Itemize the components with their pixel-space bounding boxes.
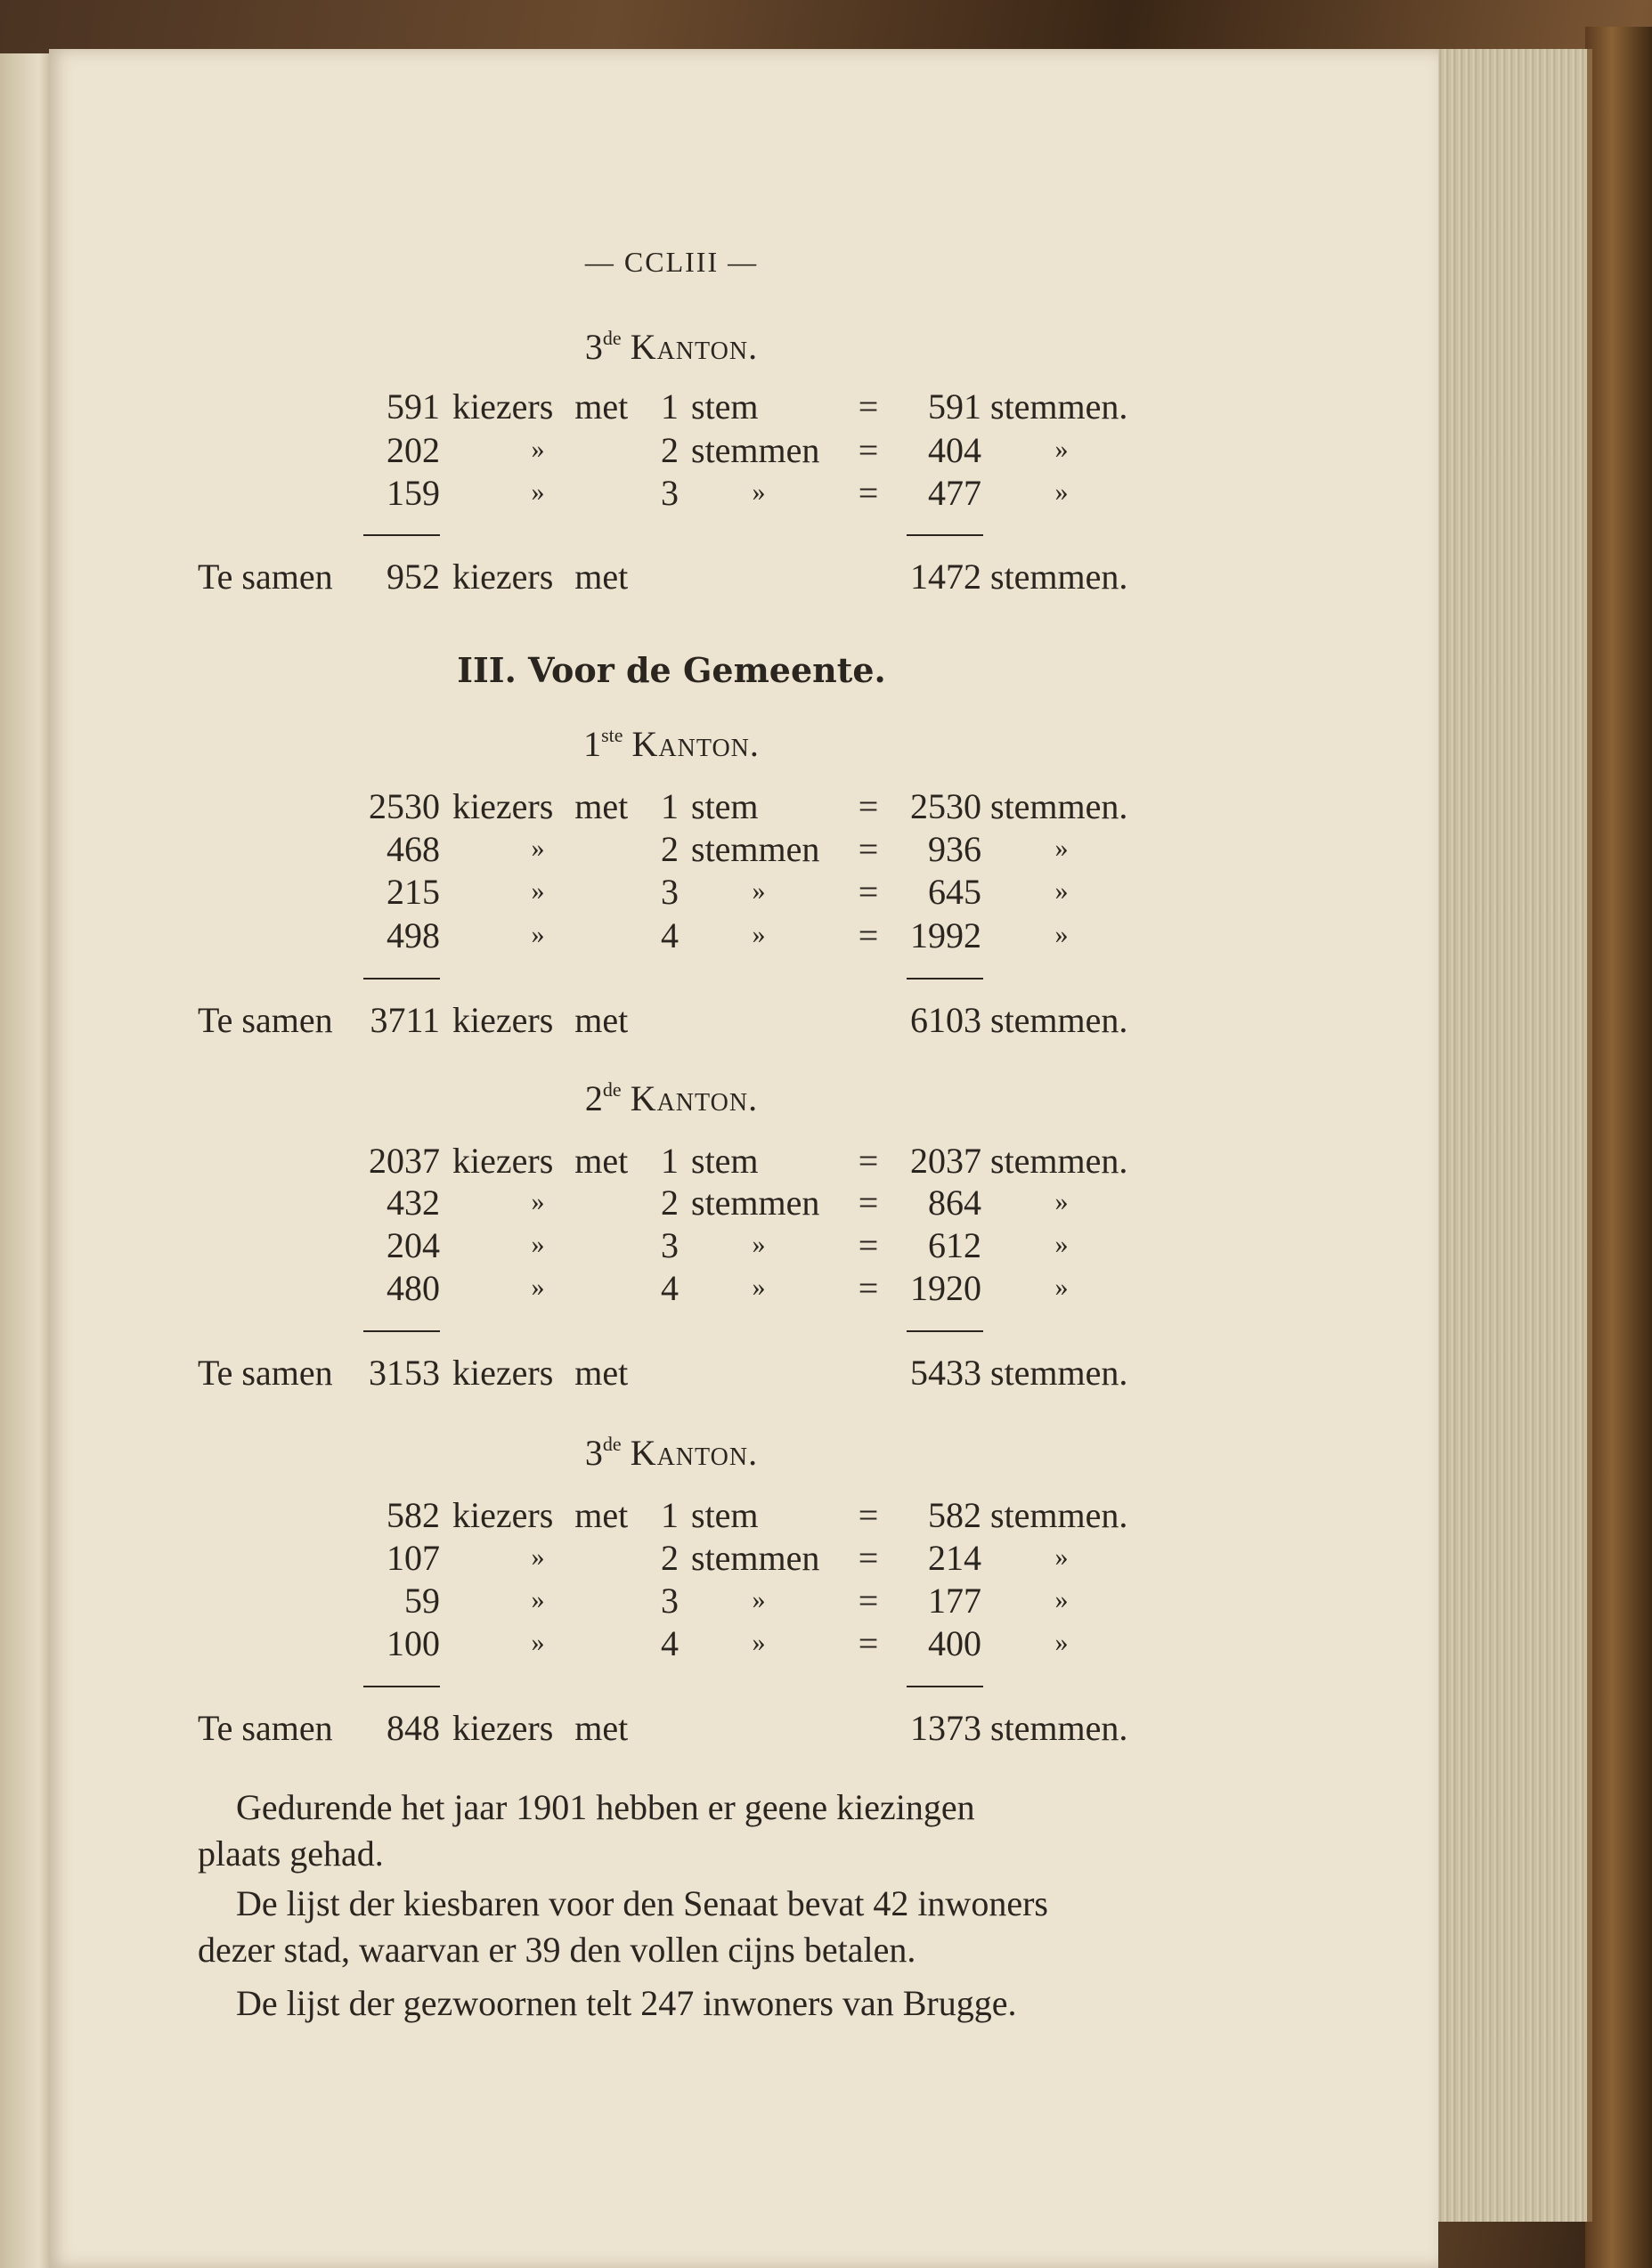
total-text: kiezers met (452, 1000, 629, 1040)
sum-rule-right (907, 1686, 983, 1687)
total-label: Te samen (198, 1708, 333, 1748)
total-unit: stemmen. (990, 1000, 1128, 1040)
ditto-mark: » (1054, 920, 1069, 949)
ditto-mark: » (531, 1187, 545, 1216)
vote-result: 582 (928, 1495, 981, 1535)
vote-unit: stemmen (691, 430, 820, 470)
equals-sign: = (858, 1268, 879, 1308)
total-count: 952 (387, 557, 440, 597)
vote-result: 936 (928, 829, 981, 869)
canton-ordinal-suffix: ste (601, 724, 623, 746)
canton-label: Kanton. (630, 327, 759, 367)
ditto-mark: » (531, 1628, 545, 1657)
vote-result: 477 (928, 473, 981, 513)
ditto-mark: » (531, 876, 545, 906)
canton-number: 3 (584, 327, 603, 367)
equals-sign: = (858, 829, 879, 869)
voter-count: 2037 (369, 1141, 440, 1181)
paragraph-1-line-2: plaats gehad. (198, 1833, 384, 1874)
ditto-mark: » (1054, 833, 1069, 863)
equals-sign: = (858, 1495, 879, 1535)
vote-unit: stem (691, 1141, 759, 1181)
ditto-mark: » (531, 1542, 545, 1572)
vote-multiplier: 2 (661, 1183, 679, 1223)
total-unit: stemmen. (990, 1708, 1128, 1748)
total-count: 3153 (369, 1353, 440, 1393)
vote-result: 400 (928, 1623, 981, 1663)
equals-sign: = (858, 1581, 879, 1621)
voter-count: 59 (404, 1581, 440, 1621)
equals-sign: = (858, 1141, 879, 1181)
vote-result: 612 (928, 1225, 981, 1265)
total-unit: stemmen. (990, 1353, 1128, 1393)
ditto-mark: » (531, 1585, 545, 1614)
total-label: Te samen (198, 1353, 333, 1393)
vote-multiplier: 1 (661, 1141, 679, 1181)
vote-unit: stem (691, 1495, 759, 1535)
total-result: 5433 (910, 1353, 981, 1393)
equals-sign: = (858, 915, 879, 955)
result-unit: stemmen. (990, 1141, 1128, 1181)
ditto-mark: » (531, 435, 545, 464)
sum-rule-right (907, 534, 983, 536)
total-text: kiezers met (452, 1353, 629, 1393)
paragraph-2-line-1: De lijst der kiesbaren voor den Senaat bevat 42 inwoners (236, 1883, 1048, 1923)
ditto-mark: » (752, 1585, 766, 1614)
vote-unit: stemmen (691, 829, 820, 869)
vote-multiplier: 3 (661, 473, 679, 513)
total-result: 1373 (910, 1708, 981, 1748)
total-text: kiezers met (452, 557, 629, 597)
vote-multiplier: 3 (661, 872, 679, 912)
canton-label: Kanton. (630, 1078, 759, 1118)
total-result: 1472 (910, 557, 981, 597)
vote-multiplier: 4 (661, 1268, 679, 1308)
ditto-mark: » (752, 1272, 766, 1302)
voter-count: 498 (387, 915, 440, 955)
ditto-mark: » (531, 920, 545, 949)
result-unit: stemmen. (990, 1495, 1128, 1535)
vote-multiplier: 2 (661, 430, 679, 470)
canton-ordinal-suffix: de (602, 327, 622, 349)
vote-multiplier: 2 (661, 829, 679, 869)
equals-sign: = (858, 1538, 879, 1578)
vote-unit: stemmen (691, 1538, 820, 1578)
equals-sign: = (858, 430, 879, 470)
canton-ordinal-suffix: de (602, 1433, 622, 1455)
voter-count: 204 (387, 1225, 440, 1265)
equals-sign: = (858, 386, 879, 427)
ditto-mark: » (752, 477, 766, 507)
book-spine (1585, 27, 1652, 2268)
vote-result: 591 (928, 386, 981, 427)
voter-count: 2530 (369, 786, 440, 826)
total-count: 3711 (370, 1000, 440, 1040)
paragraph-2-line-2: dezer stad, waarvan er 39 den vollen cijns betalen. (198, 1930, 916, 1970)
result-unit: stemmen. (990, 386, 1128, 427)
equals-sign: = (858, 786, 879, 826)
left-page-edge (0, 53, 55, 2268)
ditto-mark: » (531, 477, 545, 507)
voter-count: 432 (387, 1183, 440, 1223)
equals-sign: = (858, 1225, 879, 1265)
ditto-mark: » (752, 1230, 766, 1259)
vote-multiplier: 4 (661, 1623, 679, 1663)
ditto-mark: » (752, 876, 766, 906)
canton-label: Kanton. (630, 1433, 759, 1473)
vote-multiplier: 3 (661, 1581, 679, 1621)
vote-multiplier: 3 (661, 1225, 679, 1265)
page-edges (1436, 49, 1592, 2222)
total-text: kiezers met (452, 1708, 629, 1748)
vote-multiplier: 1 (661, 1495, 679, 1535)
ditto-mark: » (1054, 876, 1069, 906)
vote-result: 2037 (910, 1141, 981, 1181)
equals-sign: = (858, 1623, 879, 1663)
voter-label: kiezers met (452, 386, 629, 427)
ditto-mark: » (1054, 1585, 1069, 1614)
total-label: Te samen (198, 1000, 333, 1040)
voter-count: 159 (387, 473, 440, 513)
ditto-mark: » (752, 920, 766, 949)
ditto-mark: » (1054, 1187, 1069, 1216)
canton-number: 1 (583, 724, 602, 764)
equals-sign: = (858, 473, 879, 513)
voter-count: 107 (387, 1538, 440, 1578)
voter-count: 202 (387, 430, 440, 470)
vote-result: 214 (928, 1538, 981, 1578)
ditto-mark: » (1054, 477, 1069, 507)
voter-label: kiezers met (452, 1141, 629, 1181)
canton-heading (584, 1078, 759, 1118)
sum-rule-right (907, 978, 983, 980)
vote-result: 2530 (910, 786, 981, 826)
voter-count: 468 (387, 829, 440, 869)
voter-count: 480 (387, 1268, 440, 1308)
vote-multiplier: 2 (661, 1538, 679, 1578)
equals-sign: = (858, 872, 879, 912)
ditto-mark: » (1054, 1542, 1069, 1572)
canton-label: Kanton. (631, 724, 760, 764)
sum-rule-right (907, 1330, 983, 1332)
equals-sign: = (858, 1183, 879, 1223)
page-number: — CCLIII — (584, 246, 759, 278)
vote-multiplier: 4 (661, 915, 679, 955)
paragraph-3-line-1: De lijst der gezwoornen telt 247 inwoners van Brugge. (236, 1983, 1017, 2023)
ditto-mark: » (752, 1628, 766, 1657)
total-count: 848 (387, 1708, 440, 1748)
result-unit: stemmen. (990, 786, 1128, 826)
vote-result: 177 (928, 1581, 981, 1621)
voter-label: kiezers met (452, 786, 629, 826)
voter-count: 100 (387, 1623, 440, 1663)
ditto-mark: » (531, 1230, 545, 1259)
canton-heading (585, 1435, 758, 1471)
total-result: 6103 (910, 1000, 981, 1040)
sum-rule-left (363, 534, 440, 536)
section-heading: III. Voor de Gemeente. (457, 650, 886, 690)
paragraph-1-line-1: Gedurende het jaar 1901 hebben er geene kiezingen (236, 1787, 975, 1827)
vote-multiplier: 1 (661, 786, 679, 826)
ditto-mark: » (1054, 1272, 1069, 1302)
vote-result: 645 (928, 872, 981, 912)
voter-count: 591 (387, 386, 440, 427)
voter-count: 582 (387, 1495, 440, 1535)
vote-unit: stem (691, 786, 759, 826)
ditto-mark: » (531, 1272, 545, 1302)
vote-result: 1992 (910, 915, 981, 955)
ditto-mark: » (1054, 1628, 1069, 1657)
vote-result: 864 (928, 1183, 981, 1223)
total-unit: stemmen. (990, 557, 1128, 597)
ditto-mark: » (531, 833, 545, 863)
sum-rule-left (363, 1330, 440, 1332)
sum-rule-left (363, 978, 440, 980)
canton-number: 3 (584, 1433, 603, 1473)
canton-heading (585, 329, 758, 365)
voter-count: 215 (387, 872, 440, 912)
vote-unit: stem (691, 386, 759, 427)
canton-number: 2 (584, 1078, 603, 1118)
canton-heading (583, 724, 760, 764)
vote-multiplier: 1 (661, 386, 679, 427)
canton-ordinal-suffix: de (602, 1078, 622, 1101)
voter-label: kiezers met (452, 1495, 629, 1535)
vote-unit: stemmen (691, 1183, 820, 1223)
ditto-mark: » (1054, 1230, 1069, 1259)
vote-result: 404 (928, 430, 981, 470)
total-label: Te samen (198, 557, 333, 597)
vote-result: 1920 (910, 1268, 981, 1308)
ditto-mark: » (1054, 435, 1069, 464)
sum-rule-left (363, 1686, 440, 1687)
